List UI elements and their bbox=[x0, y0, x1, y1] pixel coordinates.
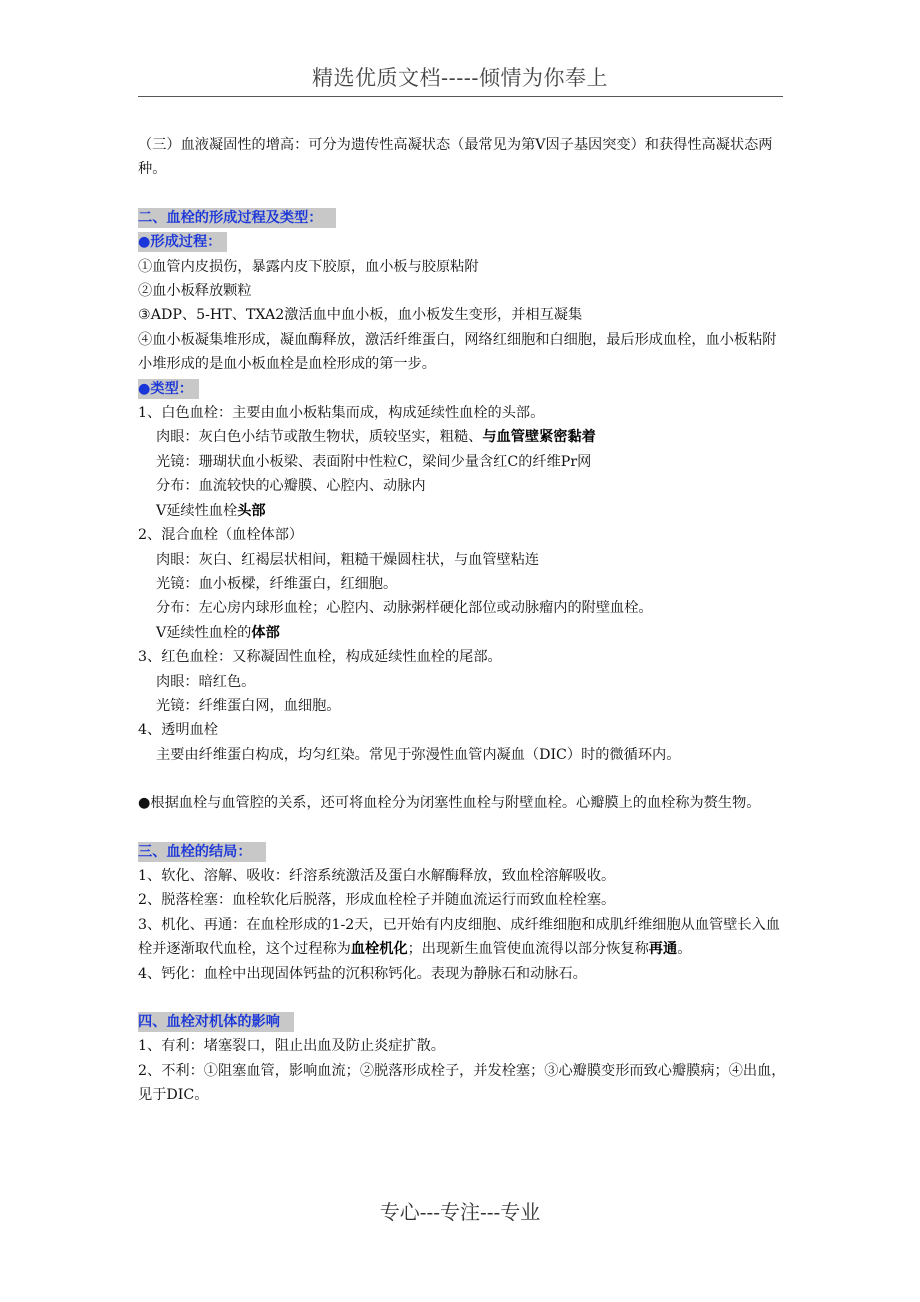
bold-text: 再通 bbox=[648, 941, 678, 958]
bold-text: 血栓机化 bbox=[350, 941, 408, 958]
spacer bbox=[138, 986, 786, 1010]
spacer bbox=[138, 816, 786, 840]
outcome-item: 1、软化、溶解、吸收：纤溶系统激活及蛋白水解酶释放，致血栓溶解吸收。 bbox=[138, 867, 616, 884]
page-header-title: 精选优质文档-----倾情为你奉上 bbox=[312, 66, 608, 90]
spacer bbox=[138, 182, 786, 206]
mixed-micro: 光镜：血小板樑，纤维蛋白，红细胞。 bbox=[156, 575, 398, 592]
classification-note: ●根据血栓与血管腔的关系，还可将血栓分为闭塞性血栓与附壁血栓。心瓣膜上的血栓称为赘生物。 bbox=[138, 795, 761, 812]
section3-heading-line bbox=[138, 840, 786, 864]
white-micro: 光镜：珊瑚状血小板梁、表面附中性粒C，梁间少量含红C的纤维Pr网 bbox=[156, 453, 592, 470]
white-dist: 分布：血流较快的心瓣膜、心腔内、动脉内 bbox=[156, 478, 426, 495]
bold-text: 体部 bbox=[251, 624, 280, 641]
mixed-ext bbox=[138, 621, 786, 645]
process-step: ④血小板凝集堆形成，凝血酶释放，激活纤维蛋白，网络红细胞和白细胞，最后形成血栓，血小板粘附小堆形成的是血小板血栓是血栓形成的第一步。 bbox=[138, 331, 777, 373]
bold-text: 头部 bbox=[237, 502, 266, 519]
effect-item: 2、不利：①阻塞血管，影响血流；②脱落形成栓子，并发栓塞；③心瓣膜变形而致心瓣膜病；④出血，见于DIC。 bbox=[138, 1062, 786, 1104]
subsection-heading: ●形成过程： bbox=[138, 232, 227, 252]
header-divider bbox=[138, 96, 783, 97]
white-gross bbox=[138, 425, 786, 449]
outcome-item: 2、脱落栓塞：血栓软化后脱落，形成血栓栓子并随血流运行而致血栓栓塞。 bbox=[138, 892, 616, 909]
section-heading: 二、血栓的形成过程及类型： bbox=[138, 208, 336, 228]
subsection-heading: ●类型： bbox=[138, 379, 199, 399]
intro-paragraph: （三）血液凝固性的增高：可分为遗传性高凝状态（最常见为第V因子基因突变）和获得性高凝状态两种。 bbox=[138, 137, 773, 178]
outcome-item: 4、钙化：血栓中出现固体钙盐的沉积称钙化。表现为静脉石和动脉石。 bbox=[138, 965, 587, 982]
section-heading: 三、血栓的结局： bbox=[138, 842, 266, 862]
mixed-gross: 肉眼：灰白、红褐层状相间，粗糙干燥圆柱状，与血管壁粘连 bbox=[156, 551, 540, 568]
red-micro: 光镜：纤维蛋白网，血细胞。 bbox=[156, 697, 341, 714]
hyaline-desc: 主要由纤维蛋白构成，均匀红染。常见于弥漫性血管内凝血（DIC）时的微循环内。 bbox=[156, 746, 681, 763]
text-span: V延续性血栓的 bbox=[156, 624, 252, 641]
text-span: 3、机化、再通：在血栓形成的1-2天，已开始有内皮细胞、成纤维细胞和成肌纤维细胞从血管壁长入血栓并逐渐取代血栓，这个过程称为 bbox=[138, 916, 780, 958]
text-span: 。 bbox=[677, 941, 692, 958]
white-thrombus-title: 1、白色血栓：主要由血小板粘集而成，构成延续性血栓的头部。 bbox=[138, 405, 545, 422]
bold-text: 与血管壁紧密黏着 bbox=[482, 429, 596, 446]
process-step: ②血小板释放颗粒 bbox=[138, 283, 252, 300]
hyaline-thrombus-title: 4、透明血栓 bbox=[138, 722, 218, 739]
page-footer: 专心---专注---专业 bbox=[379, 1200, 541, 1224]
outcome-item bbox=[138, 913, 786, 962]
mixed-dist: 分布：左心房内球形血栓；心腔内、动脉粥样硬化部位或动脉瘤内的附壁血栓。 bbox=[156, 600, 653, 617]
white-ext bbox=[138, 499, 786, 523]
section2-heading-line bbox=[138, 206, 786, 230]
process-heading-line bbox=[138, 230, 786, 254]
section-heading: 四、血栓对机体的影响 bbox=[138, 1012, 294, 1032]
red-thrombus-title: 3、红色血栓：又称凝固性血栓，构成延续性血栓的尾部。 bbox=[138, 649, 502, 666]
text-span: V延续性血栓 bbox=[156, 502, 238, 519]
effect-item: 1、有利：堵塞裂口，阻止出血及防止炎症扩散。 bbox=[138, 1038, 445, 1055]
process-step: ③ADP、5-HT、TXA2激活血中血小板，血小板发生变形，并相互凝集 bbox=[138, 307, 583, 324]
types-heading-line bbox=[138, 377, 786, 401]
document-body bbox=[138, 133, 786, 1108]
text-span: 肉眼：灰白色小结节或散生物状，质较坚实，粗糙、 bbox=[156, 429, 483, 446]
text-span: ；出现新生血管使血流得以部分恢复称 bbox=[407, 941, 649, 958]
spacer bbox=[138, 767, 786, 791]
mixed-thrombus-title: 2、混合血栓（血栓体部） bbox=[138, 527, 304, 544]
red-gross: 肉眼：暗红色。 bbox=[156, 673, 256, 690]
section4-heading-line bbox=[138, 1010, 786, 1034]
process-step: ①血管内皮损伤，暴露内皮下胶原，血小板与胶原粘附 bbox=[138, 258, 479, 275]
